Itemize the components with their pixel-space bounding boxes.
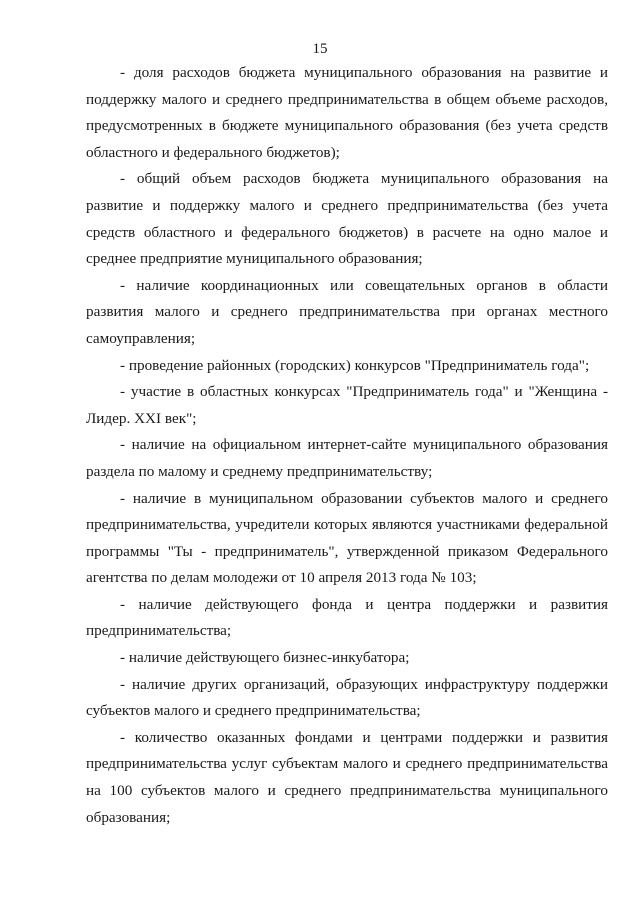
document-body — [86, 60, 608, 831]
page-number: 15 — [312, 41, 328, 57]
paragraph-budget-per-enterprise: - общий объем расходов бюджета муниципального образования на развитие и поддержку малого и среднего предпринимательства (без учета средств областного и федерального бюджетов) в расчете на одно малое и среднее предприятие муниципального образования; — [86, 170, 608, 268]
paragraph-coordination-bodies: - наличие координационных или совещательных органов в области развития малого и среднего предпринимательства при органах местного самоуправления; — [86, 276, 608, 347]
paragraph-budget-share: - доля расходов бюджета муниципального образования на развитие и поддержку малого и среднего предпринимательства в общем объеме расходов, предусмотренных в бюджете муниципального образования (без учета средств областного и федерального бюджетов); — [86, 64, 608, 161]
paragraph-regional-contests: - участие в областных конкурсах "Предприниматель года" и "Женщина - Лидер. XXI век"; — [86, 383, 608, 427]
paragraph-local-contests: - проведение районных (городских) конкурсов "Предприниматель года"; — [120, 356, 590, 374]
paragraph-website-section: - наличие на официальном интернет-сайте муниципального образования раздела по малому и среднему предпринимательству; — [86, 436, 608, 480]
paragraph-youth-program: - наличие в муниципальном образовании субъектов малого и среднего предпринимательства, учредители которых являются участниками федеральной программы "Ты - предприниматель", утвержденной приказом Федерального агентства по делам молодежи от 10 апреля 2013 года № 103; — [86, 489, 608, 587]
paragraph-services-count: - количество оказанных фондами и центрами поддержки и развития предпринимательства услуг субъектам малого и среднего предпринимательства на 100 субъектов малого и среднего предпринимательства муниципального образования; — [86, 728, 608, 826]
paragraph-support-fund: - наличие действующего фонда и центра поддержки и развития предпринимательства; — [86, 595, 608, 640]
paragraph-infrastructure: - наличие других организаций, образующих инфраструктуру поддержки субъектов малого и среднего предпринимательства; — [86, 675, 608, 720]
paragraph-business-incubator: - наличие действующего бизнес-инкубатора; — [120, 649, 410, 667]
